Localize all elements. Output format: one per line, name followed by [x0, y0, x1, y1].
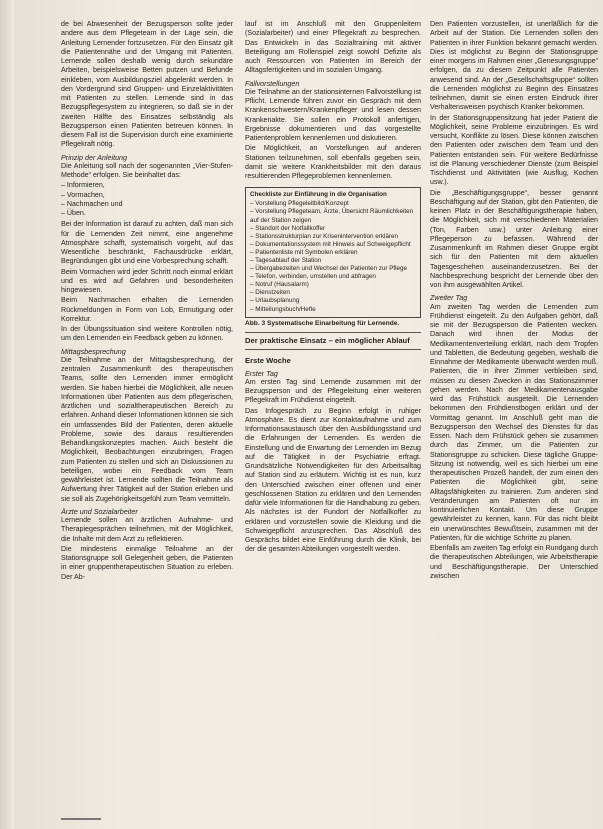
- checklist: [250, 200, 416, 313]
- divider: [245, 332, 421, 333]
- binding-shadow: [0, 0, 14, 829]
- checklist-item: – Standort der Notfallkoffer: [250, 224, 326, 232]
- paragraph: Den Patienten vorzustellen, ist unerläßlich für die Arbeit auf der Station. Die Lernenden sollen den Patienten in ihrer Funktion bekannt gemacht werden. Dies ist möglichst zu Beginn der Stationsgruppe einer morgens im Rahmen einer „Genesungsgruppe“ erfolgen, da zu diesem Zeitpunkt alle Patienten anwesend sind. An der „Gesellschaftsgruppe“ sollten die Lernenden möglichst zu Beginn des Einsatzes teilnehmen, damit sie einen ersten Eindruck ihrer Verhaltensweisen psychisch Kranker bekommen.: [430, 20, 598, 112]
- subheading: Ärzte und Sozialarbeiter: [61, 506, 138, 516]
- paragraph: Die Teilnahme an der stationsinternen Fallvorstellung ist Pflicht. Lernende führen zuvor ein Gespräch mit dem Krankenschwestern/Krankenpfleger und lesen dessen Krankenakte. Sie sollen ein Protokoll anfertigen, Ergebnisse dokumentieren und das vorgestellte Patientenproblem kennenlernen und diskutieren.: [245, 87, 421, 142]
- figure-caption: Abb. 3 Systematische Einarbeitung für Lernende.: [245, 319, 400, 327]
- checklist-item: – Dienstzeiten: [250, 289, 290, 297]
- text-column-1: [61, 20, 233, 583]
- list-item: – Nachmachen und: [61, 199, 123, 208]
- section-title: Der praktische Einsatz – ein möglicher Ablauf: [245, 335, 410, 345]
- paragraph: de bei Abwesenheit der Bezugsperson sollte jeder andere aus dem Pflegeteam in der Lage sein, die Anleitung Lernender fortzusetzen. Für den Einsatz gilt die Patientennähe und der Umgang mit Patienten. Lernende sollen deshalb wenig durch sekundäre Arbeiten, beispielsweise Betten putzen und Befunde einkleben, vom Ausbildungsziel abgelenkt werden. In den Vordergrund sind Gruppen- und Einzelaktivitäten mit Patienten zu stellen. Lernende sind in das Bezugspflegesystem zu integrieren, so daß sie in der zweiten Hälfte des Einsatzes selbständig als Bezugsperson einen Patienten betreuen können. In diesem Fall ist die Supervision durch eine examinierte Pflegekraft nötig.: [61, 20, 233, 149]
- checklist-item: – Vorstellung Pflegeleitbild/Konzept: [250, 200, 349, 208]
- text-column-2: [245, 20, 421, 556]
- paragraph: In der Stationsgruppensitzung hat jeder Patient die Möglichkeit, seine Probleme einzubringen. Es wird versucht, Konflikte zu lösen. Diese können zwischen den Patienten oder zwischen dem Team und den Patienten entstanden sein. Für weitere Bedürfnisse ist die Planung verschiedener Dienste (zum Beispiel Tischdienst und Aktivitäten (wie Ausflug, Kochen usw.).: [430, 113, 598, 187]
- checklist-item: – Tagesablauf der Station: [250, 257, 322, 264]
- subheading: Fallvorstellungen: [245, 78, 300, 88]
- paragraph: Am ersten Tag sind Lernende zusammen mit der Bezugsperson und der Pflegeleitung einer weiteren Pflegekraft im Frühdienst eingeteilt.: [245, 377, 421, 405]
- checklist-item: – Mitteilungsbuch/Hefte: [250, 305, 316, 313]
- paragraph: Die „Beschäftigungsgruppe“, besser genannt Beschäftigung auf der Station, gibt den Patienten, die keinen Platz in der Beschäftigungstherapie haben, die Möglichkeit, sich mit verschiedenen Materialien (Ton, Farben usw.) unter Anleitung einer Pflegeperson zu befassen. Während der Zusammenkunft im Rahmen dieser Gruppe ergibt sich für den Patienten mit dem aktuellen Tagesgeschehen auseinanderzusetzen. Bei der Nachbesprechung bespricht der Lernende über den von ihm ausgewählten Artikel.: [430, 188, 598, 289]
- paragraph: Die Möglichkeit, an Vorstellungen auf anderen Stationen teilzunehmen, soll ebenfalls gegeben sein, damit sie weitere Krankheitsbilder mit den daraus resultierenden Pflegeproblemen kennenlernen.: [245, 144, 421, 180]
- checklist-item: – Notruf (Hausalarm): [250, 281, 309, 289]
- text-column-3: [430, 20, 598, 582]
- checklist-item: – Übergabezeiten und Wechsel der Patienten zur Pflege: [250, 265, 408, 273]
- paragraph: Die Anleitung soll nach der sogenannten „Vier-Stufen-Methode“ erfolgen. Sie beinhaltet das:: [61, 161, 233, 179]
- paragraph: Beim Vormachen wird jeder Schritt noch einmal erklärt und es wird auf Gefahren und besonderheiten hingewiesen.: [61, 267, 233, 294]
- paragraph: Ebenfalls am zweiten Tag erfolgt ein Rundgang durch die therapeutischen Abteilungen, wie Arbeitstherapie und Beschäftigungstherapie. Der Unterschied zwischen: [430, 544, 598, 580]
- paragraph: Das Infogespräch zu Beginn erfolgt in ruhiger Atmosphäre. Es dient zur Kontaktaufnahme und zum Informationsaustausch über den Ausbildungsstand und die Erfahrungen der Lernenden. Es werden die Einstellung und die Erwartung der Lernenden im Bezug auf die Tätigkeit in der Psychiatrie erfragt. Grundsätzliche Notwendigkeiten für den Arbeitsalltag auf Station sind zu erläutern. Wichtig ist es nun, kurz den Unterschied zwischen einer offenen und einer geschlossenen Station zu erklären und den Lernenden dafür viele Informationen für die Handhabung zu geben. Als nächstes ist der Fundort der Notfallkoffer zu erklären und vorzustellen sowie die Kleidung und die Schweigepflicht anzusprechen. Das Abschluß des Gesprächs bildet eine Einführung durch die Klinik, bei der die gesamten Abteilungen vorgestellt werden.: [245, 406, 421, 554]
- subheading: Mittagsbesprechung: [61, 346, 126, 356]
- checklist-box: [245, 187, 421, 317]
- checklist-item: – Patientenliste mit Symbolen erklären: [250, 248, 358, 256]
- paragraph: In der Übungssituation sind weitere Kontrollen nötig, um den Lernenden ein Feedback geben zu können.: [61, 325, 233, 343]
- paragraph: Die Teilnahme an der Mittagsbesprechung, der zentralen Zusammenkunft des therapeutischen Teams, sollte den Lernenden immer ermöglicht werden. Sie haben hierbei die Möglichkeit, alle neuen Informationen über Patienten aus dem pflegerischen, ärztlichen und sozialtherapeutischen Bereich zu erfahren. Anhand dieser Informationen können sie sich ein umfassendes Bild der Patienten, deren aktuelle Probleme, sowie des daraus resultierenden Behandlungskonzeptes machen. Auch besteht die Möglichkeit, Beobachtungen einzubringen, Fragen zum Patienten zu stellen und sich an Diskussionen zu beteiligen, wobei ein Feedback vom Team gewährleistet ist. Lernende sollten die Teilnahme als Aufwertung ihrer Tätigkeit auf der Station erleben und sie soll als Zugehörigkeitsgefühl zum Team vermitteln.: [61, 355, 233, 503]
- section-heading: Erste Woche: [245, 356, 291, 366]
- checklist-item: – Stationsstrukturplan zur Krisenintervention erklären: [250, 232, 399, 240]
- paragraph: Die mindestens einmalige Teilnahme an der Stationsgruppe soll Gelegenheit geben, die Patienten in einer gruppentherapeutischen Situation zu erleben. Der Ab-: [61, 544, 233, 581]
- page-bottom-mark: [61, 818, 101, 820]
- paragraph: Beim Nachmachen erhalten die Lernenden Rückmeldungen in Form von Lob, Ermutigung oder Korrektur.: [61, 296, 233, 323]
- list-item: – Üben.: [61, 209, 86, 217]
- checklist-item: – Dokumentationssystem mit Hinweis auf Schweigepflicht: [250, 240, 411, 248]
- divider: [245, 349, 421, 350]
- subheading: Zweiter Tag: [430, 293, 468, 303]
- list-item: – Informieren,: [61, 181, 105, 190]
- paragraph: Bei der Information ist darauf zu achten, daß man sich für die Lernenden Zeit nimmt, eine angenehme Atmosphäre schafft, systematisch vorgeht, auf das Wesentliche beschränkt, Fachausdrücke erklärt, Begründungen gibt und eine Vorbesprechung schafft.: [61, 220, 233, 266]
- paragraph: lauf ist im Anschluß mit den Gruppenleitern (Sozialarbeiter) und einer Pflegekraft zu besprechen. Das Entwickeln in das Sozialtraining mit aktiver Beteiligung am Rollenspiel zeigt sowohl Defizite als auch Ressourcen von Patienten im Bereich der Alltagsfertigkeiten und im sozialen Umgang.: [245, 20, 421, 75]
- checklist-item: – Urlaubsplanung: [250, 297, 300, 305]
- list-item: – Vormachen,: [61, 190, 105, 199]
- subheading: Erster Tag: [245, 368, 278, 378]
- checklist-item: – Vorstellung Pflegeteam, Ärzte, Übersicht Räumlichkeiten auf der Station zeigen: [250, 208, 414, 224]
- steps-list: [61, 181, 233, 218]
- paragraph: Am zweiten Tag werden die Lernenden zum Frühdienst eingeteilt. Zu den Aufgaben gehört, daß sie mit der Bezugsperson die Patienten wecken. Danach wird ihnen der Modus der Medikamentenverteilung erklärt, nach dem Tropfen und Tabletten, die Bedeutung gegeben, weshalb die Einnahme der Medikamente überwacht werden muß. Patienten, die in ihrer Zimmer verbleiben sind, müssen zu diesen Zwecken in das Stationszimmer gehen werden. Nach der Medikamentenausgabe wird das Frühstück ausgeteilt. Die Lernenden bekommen den Frühdienstbogen erklärt und der Vormittag genannt. Im Anschluß geht man die Bezugsperson den Wechsel des Dienstes für das Essen. Nach dem Frühstück gehen sie zusammen durch das Zimmer, um die Patienten zur Stationsgruppe zu schicken. Diese tägliche Gruppe-Sitzung ist notwendig, weil es sich hierbei um eine therapeutischen Prozeß handelt, der zum einen den Patienten die Möglichkeit gibt, seine Alltagsfähigkeiten zu trainieren. Zum anderen sind Veränderungen am Patienten oft nur im kontinuierlichen Kontakt. Um diese Gruppe gewährleistet zu kennen, kann. Für das nicht bleibt ein unerwünschtes Bewußtsein, zusammen mit der Patienten, für die wichtige Schritte zu planen.: [430, 302, 598, 542]
- checklist-item: – Telefon, verbinden, umstellen und abfragen: [250, 273, 376, 281]
- subheading: Prinzip der Anleitung: [61, 152, 128, 162]
- paragraph: Lernende sollen an ärztlichen Aufnahme- und Therapiegesprächen teilnehmen, mit der Möglichkeit, die Inhalte mit dem Arzt zu reflektieren.: [61, 516, 233, 543]
- checklist-title: Checkliste zur Einführung in die Organisation: [250, 191, 387, 199]
